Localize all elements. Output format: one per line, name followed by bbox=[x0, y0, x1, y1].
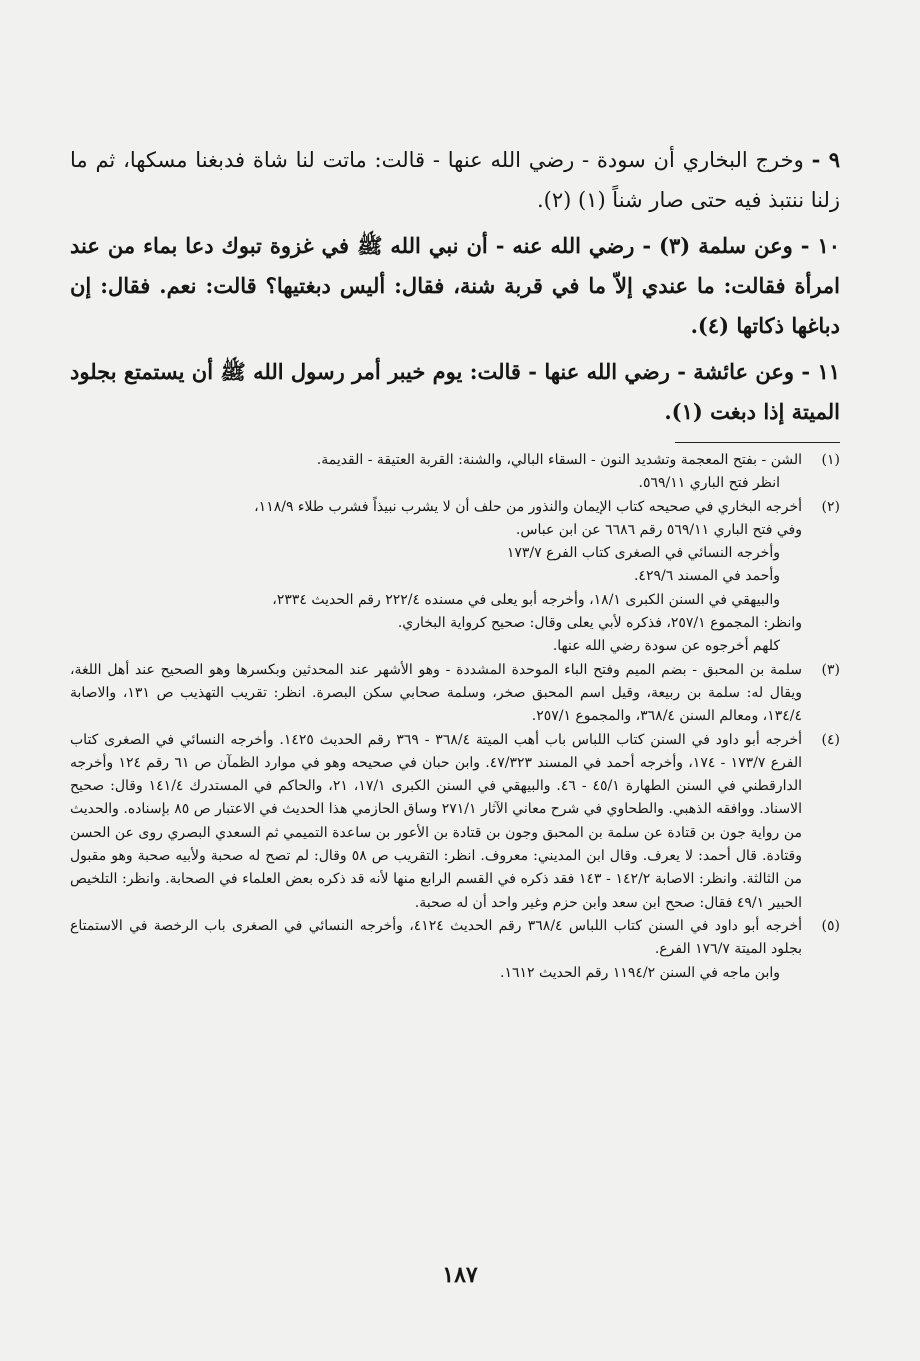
footnote-1 bbox=[70, 449, 840, 496]
hadith-number: ٩ - bbox=[811, 147, 840, 172]
footnote-line: وأحمد في المسند ٤٢٩/٦. bbox=[633, 568, 780, 585]
hadith-text: وعن عائشة - رضي الله عنها - قالت: يوم خيبر أمر رسول الله ﷺ أن يستمتع بجلود الميتة إذا دبغت (١). bbox=[70, 359, 840, 424]
footnote-body bbox=[70, 915, 802, 985]
footnote-line: أخرجه البخاري في صحيحه كتاب الإيمان والنذور من حلف أن لا يشرب نبيذاً فشرب طلاء ١١٨/٩، bbox=[254, 498, 802, 515]
footnote-5 bbox=[70, 915, 840, 985]
footnote-number: (٣) bbox=[821, 661, 840, 678]
footnote-number: (٥) bbox=[821, 917, 840, 934]
hadith-number: ١١ - bbox=[801, 359, 840, 384]
footnote-line: والبيهقي في السنن الكبرى ١٨/١، وأخرجه أبو يعلى في مسنده ٢٢٢/٤ رقم الحديث ٢٣٣٤، bbox=[272, 591, 780, 608]
page-content bbox=[70, 140, 840, 1330]
footnote-line: وأخرجه النسائي في الصغرى كتاب الفرع ١٧٣/٧ bbox=[506, 545, 780, 562]
footnote-line: أخرجه أبو داود في السنن كتاب اللباس ٣٦٨/٤ رقم الحديث ٤١٢٤، وأخرجه النسائي في الصغرى باب الرخصة في الاستمتاع بجلود الميتة ١٧٦/٧ الفرع. bbox=[70, 917, 802, 958]
footnote-line: سلمة بن المحبق - بضم الميم وفتح الباء الموحدة المشددة - وهو الأشهر عند المحدثين وبكسرها وهو الصحيح عند أهل اللغة، ويقال له: سلمة بن ربيعة، وقيل اسم المحبق صخر، وسلمة صحابي سكن البصرة. انظر: تقريب التهذيب ص ١٣١، والاصابة ١٣٤/٤، ومعالم السنن ٣٦٨/٤، والمجموع ٢٥٧/١. bbox=[70, 661, 802, 725]
footnote-line: وفي فتح الباري ٥٦٩/١١ رقم ٦٦٨٦ عن ابن عباس. bbox=[515, 521, 802, 538]
footnote-body bbox=[70, 449, 802, 496]
footnote-number: (٤) bbox=[821, 731, 840, 748]
footnote-line: الشن - بفتح المعجمة وتشديد النون - السقاء البالي، والشنة: القربة العتيقة - القديمة. bbox=[316, 452, 802, 468]
hadith-9 bbox=[70, 140, 840, 220]
footnote-line: انظر فتح الباري ٥٦٩/١١. bbox=[638, 475, 780, 492]
footnote-body bbox=[70, 496, 802, 659]
footnote-line: وابن ماجه في السنن ١١٩٤/٢ رقم الحديث ١٦١٢. bbox=[500, 964, 780, 981]
footnote-number: (١) bbox=[821, 452, 840, 468]
footnote-2 bbox=[70, 496, 840, 659]
footnote-line: كلهم أخرجوه عن سودة رضي الله عنها. bbox=[552, 638, 780, 655]
hadith-10 bbox=[70, 226, 840, 346]
footnote-number: (٢) bbox=[821, 498, 840, 515]
hadith-text: وخرج البخاري أن سودة - رضي الله عنها - قالت: ماتت لنا شاة فدبغنا مسكها، ثم ما زلنا ننتبذ فيه حتى صار شناً (١) (٢). bbox=[70, 148, 840, 212]
footnote-divider bbox=[675, 442, 840, 443]
page-number: ١٨٧ bbox=[442, 1262, 478, 1288]
footnote-line: أخرجه أبو داود في السنن كتاب اللباس باب أهب الميتة ٣٦٨/٤ - ٣٦٩ رقم الحديث ١٤٢٥. وأخرجه النسائي في الصغرى كتاب الفرع ١٧٣/٧ - ١٧٤، وأخرجه أحمد في المسند ٤٧/٣٢٣. وابن حبان في صحيحه وهو في موارد الظمآن ص ٦١ رقم ١٢٤ وأخرجه الدارقطني في السنن الطهارة ٤٥/١ - ٤٦. والبيهقي في السنن الكبرى ١٧/١، ٢١، والحاكم في المستدرك ١٤١/٤ وقال: صحيح الاسناد. ووافقه الذهبي. والطحاوي في شرح معاني الآثار ٢٧١/١ وساق الحازمي هذا الحديث في الاعتبار ص ٨٥ بإسناده. والحديث من رواية جون بن قتادة عن سلمة بن المحبق وجون بن قتادة بن الأعور بن ساعدة التميمي ثم السعدي البصري روى عن الحسن وقتادة. قال أحمد: لا يعرف. وقال ابن المديني: معروف. انظر: التقريب ص ٥٨ وقال: لم تصح له صحبة ولأبيه صحبة وهو مقبول من الثالثة. وانظر: الاصابة ١٤٢/٢ - ١٤٣ فقد ذكره في القسم الرابع منها لأنه قد ذكره بعض العلماء في الصحابة. وانظر: التلخيص الحبير ٤٩/١ فقال: صحح ابن سعد وابن حزم وغير واحد أن له صحبة. bbox=[70, 731, 803, 911]
footnote-4 bbox=[70, 729, 840, 915]
footnote-3 bbox=[70, 659, 840, 729]
footnote-body bbox=[70, 659, 802, 729]
footnote-body bbox=[70, 729, 802, 915]
hadith-number: ١٠ - bbox=[800, 233, 840, 258]
footnote-line: وانظر: المجموع ٢٥٧/١، فذكره لأبي يعلى وقال: صحيح كرواية البخاري. bbox=[397, 615, 802, 632]
footnotes bbox=[70, 449, 840, 985]
hadith-text: وعن سلمة (٣) - رضي الله عنه - أن نبي الله ﷺ في غزوة تبوك دعا بماء من عند امرأة فقالت: ما عندي إلاّ ما في قربة شنة، فقال: أليس دبغتيها؟ قالت: نعم. فقال: إن دباغها ذكاتها (٤). bbox=[70, 233, 840, 338]
hadith-11 bbox=[70, 352, 840, 432]
